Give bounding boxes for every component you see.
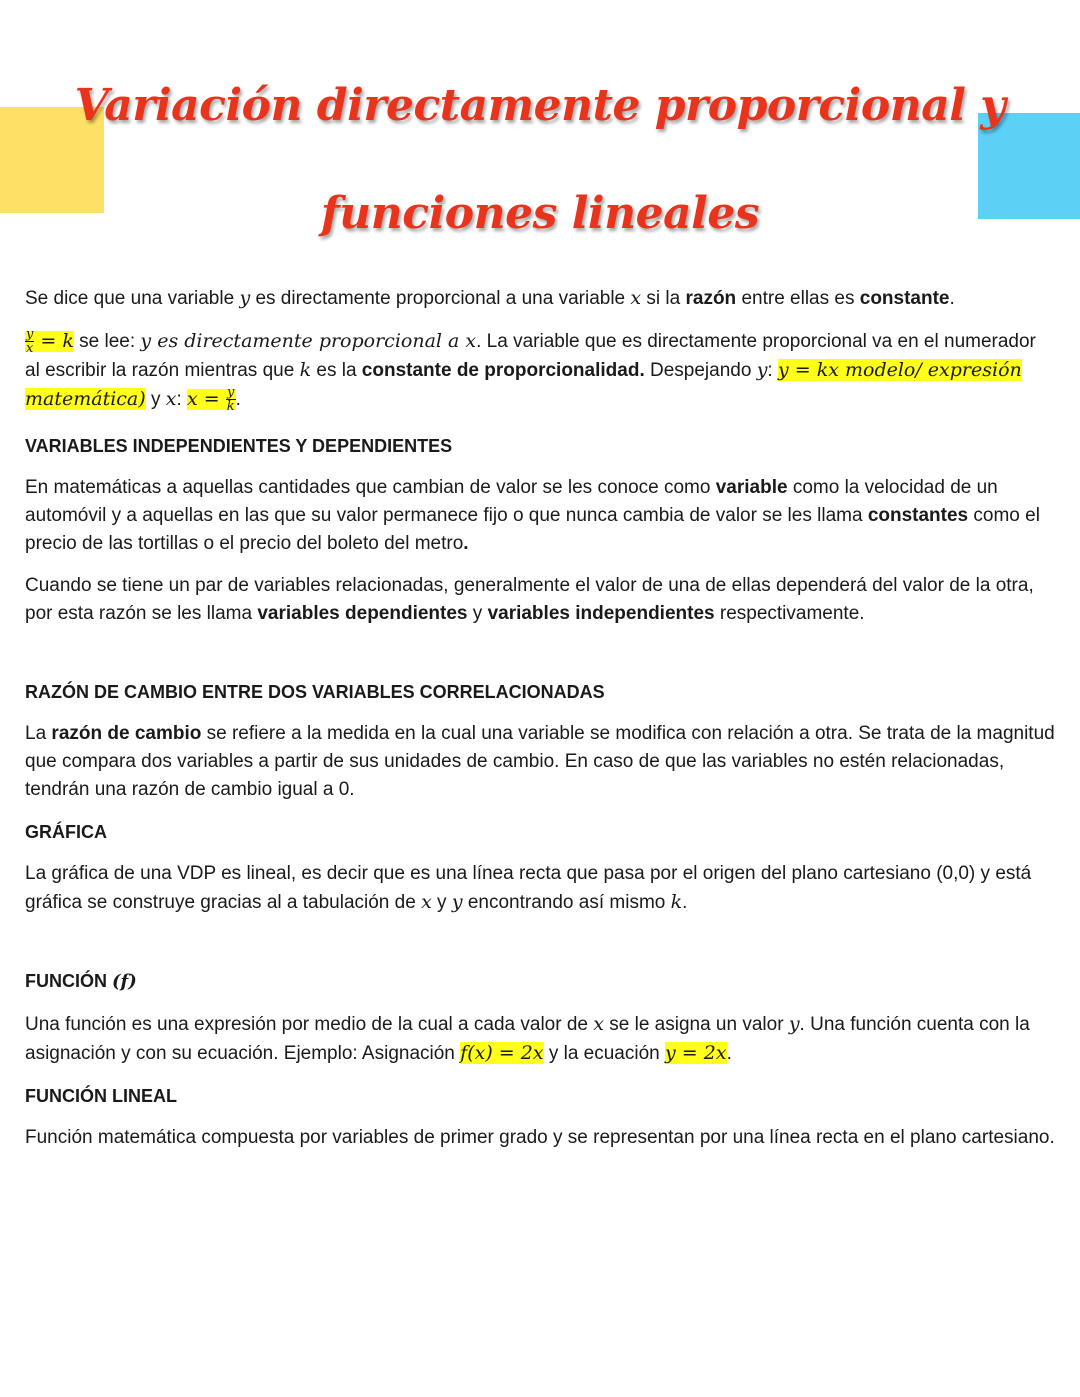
heading-graph: GRÁFICA: [25, 822, 107, 842]
assignment-formula: f(x) = 2x: [460, 1042, 544, 1064]
heading-variables: VARIABLES INDEPENDIENTES Y DEPENDIENTES: [25, 436, 453, 456]
heading-function: FUNCIÓN (f): [25, 971, 137, 992]
title-line-2: funciones lineales: [320, 188, 760, 239]
title-line-1: Variación directamente proporcional y: [74, 80, 1006, 131]
rate-paragraph: La razón de cambio se refiere a la medida en la cual una variable se modifica con relación a otra. Se trata de la magnitud que compara dos variables a partir de sus unidades de cambio. En caso de que las variables no estén relacionadas, tendrán una razón de cambio igual a 0.: [25, 723, 1055, 800]
graph-paragraph: La gráfica de una VDP es lineal, es decir que es una línea recta que pasa por el origen del plano cartesiano (0,0) y está gráfica se construye gracias al a tabulación de x y y encontrando así mismo k.: [25, 863, 1032, 913]
equation-formula: y = 2x: [665, 1042, 727, 1064]
linear-function-paragraph: Función matemática compuesta por variables de primer grado y se representan por una línea recta en el plano cartesiano.: [25, 1127, 1055, 1148]
x-formula: x = $\frac{y}{k}$: [187, 385, 235, 415]
variables-paragraph-2: Cuando se tiene un par de variables relacionadas, generalmente el valor de una de ellas dependerá del valor de la otra, por esta razón se les llama variables dependientes y variables independientes respectivamente.: [25, 575, 1034, 624]
document-body: [25, 284, 1055, 1152]
intro-paragraph-2: $\frac{y}{x}$ = k se lee: y es directamente proporcional a x. La variable que es directamente proporcional va en el numerador al escribir la razón mientras que k es la constante de proporcionalidad. Despejando y: y = kx modelo/ expresión matemática) y x: x = $\frac{y}{k}$ .: [25, 327, 1036, 415]
variables-paragraph-1: En matemáticas a aquellas cantidades que cambian de valor se les conoce como variable como la velocidad de un automóvil y a aquellas en las que su valor permanece fijo o que nunca cambia de valor se les llama constantes como el precio de las tortillas o el precio del boleto del metro.: [25, 477, 1040, 554]
function-paragraph: Una función es una expresión por medio de la cual a cada valor de x se le asigna un valor y. Una función cuenta con la asignación y con su ecuación. Ejemplo: Asignación f(x) = 2x y la ecuación y = 2x.: [25, 1013, 1030, 1064]
model-expression: y = kx modelo/ expresión matemática): [25, 359, 1022, 410]
heading-rate-of-change: RAZÓN DE CAMBIO ENTRE DOS VARIABLES CORRELACIONADAS: [25, 682, 605, 702]
heading-linear-function: FUNCIÓN LINEAL: [25, 1086, 177, 1106]
ratio-formula: $\frac{y}{x}$ = k: [26, 327, 74, 357]
intro-paragraph-1: Se dice que una variable y es directamente proporcional a una variable x si la razón entre ellas es constante.: [25, 287, 955, 309]
